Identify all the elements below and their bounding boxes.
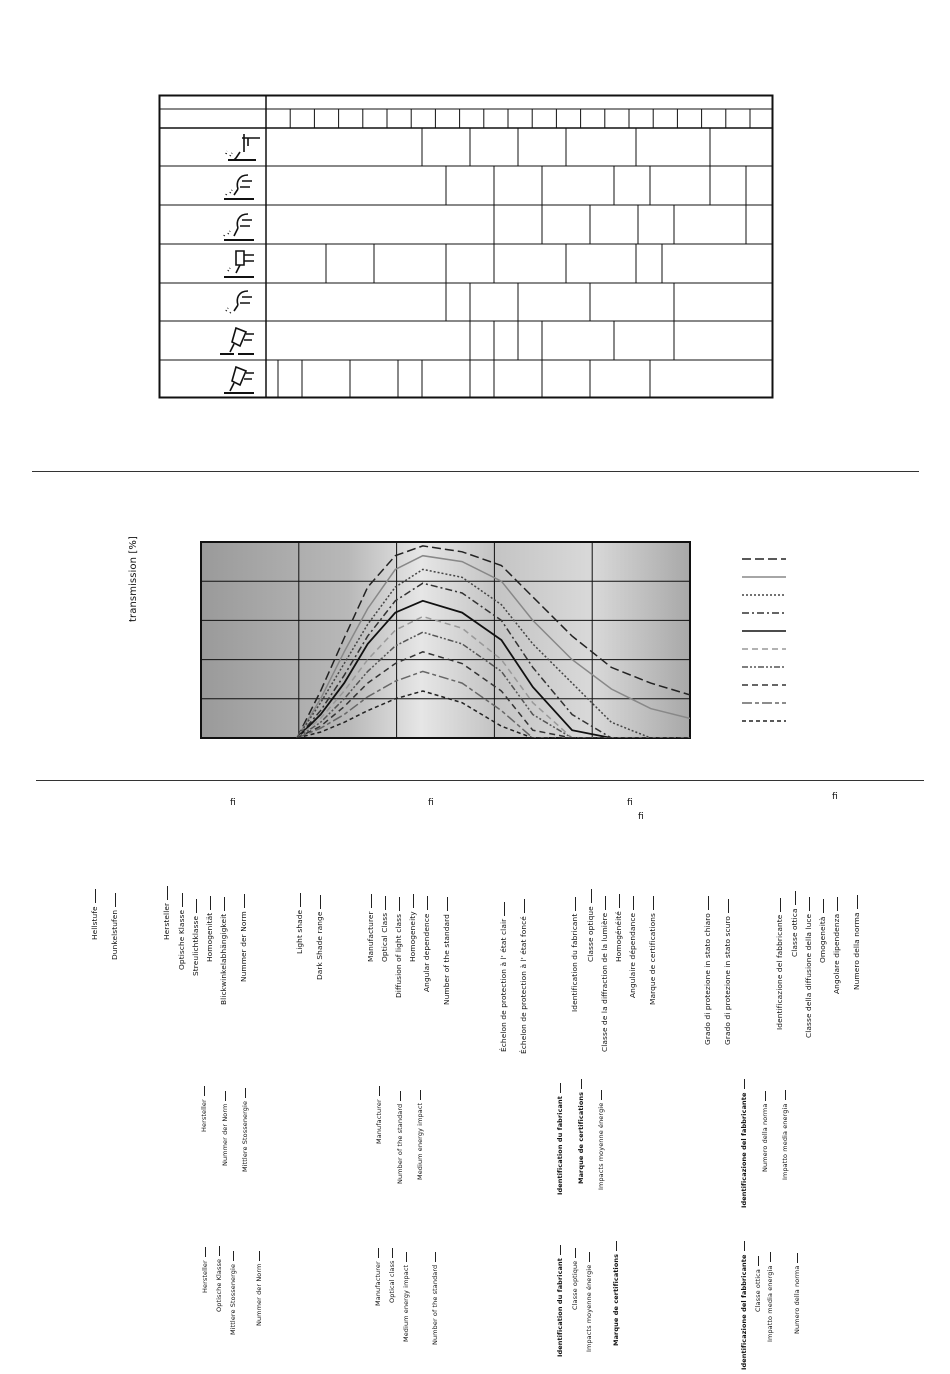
label: Identification du fabricant (556, 1083, 564, 1195)
ligature-mark: fi (638, 812, 644, 822)
label: Number of the standard (396, 1091, 404, 1184)
label: Optische Klasse (215, 1246, 223, 1312)
label: Hellstufe (90, 889, 99, 940)
label: Marque de certifications (612, 1241, 620, 1346)
section-divider-bottom (36, 780, 924, 781)
label: Optische Klasse (177, 893, 186, 970)
label: Impatto media energia (766, 1252, 774, 1342)
label: Hersteller (162, 886, 171, 940)
label: Grado di protezione in stato chiaro (703, 896, 712, 1045)
label: Marque de certifications (648, 896, 657, 1005)
label: Medium energy impact (402, 1252, 410, 1342)
welding-process-table (158, 94, 776, 400)
chart-y-axis-label: transmission [%] (128, 536, 139, 622)
label: Dunkelstufen (110, 893, 119, 960)
label: Identificazione del fabbricante (740, 1241, 748, 1370)
label: Manufacturer (366, 894, 375, 962)
label: Mittlere Stossenergie (241, 1088, 249, 1172)
label: Mittlere Stossenergie (229, 1251, 237, 1335)
label: Classe ottica (790, 891, 799, 957)
label: Grado di protezione in stato scuro (723, 899, 732, 1045)
transmission-chart (198, 539, 894, 743)
label: Homogénéité (614, 894, 623, 962)
label: Classe optique (586, 889, 595, 962)
section-divider-top (32, 471, 919, 472)
label: Nummer der Norm (221, 1091, 229, 1166)
ligature-mark: fi (230, 798, 236, 808)
label: Identification du fabricant (556, 1245, 564, 1357)
label: Hersteller (200, 1086, 208, 1132)
label: Marque de certifications (577, 1079, 585, 1184)
label: Blickwinkelabhängigkeit (219, 897, 228, 1005)
label: Classe della diffusione della luce (804, 897, 813, 1038)
label: Échelon de protection à l' état foncé (519, 899, 528, 1054)
ligature-mark: fi (627, 798, 633, 808)
label: Classe optique (571, 1248, 579, 1310)
label: Dark Shade range (315, 895, 324, 980)
label: Medium energy impact (416, 1090, 424, 1180)
label: Omogeneità (818, 900, 827, 964)
label: Impatto media energia (781, 1090, 789, 1180)
label: Identification du fabricant (570, 897, 579, 1012)
label: Numero della norma (793, 1253, 801, 1334)
label: Optical class (388, 1248, 396, 1303)
label: Angolare dipendenza (832, 897, 841, 994)
label: Numero della norma (761, 1091, 769, 1172)
label: Angular dependence (422, 896, 431, 992)
label: Nummer der Norm (239, 894, 248, 982)
label: Homogeneity (408, 894, 417, 962)
label: Streulichtklasse (191, 899, 200, 976)
label: Homogenität (205, 896, 214, 962)
label: Identificazione del fabbricante (775, 898, 784, 1030)
label: Hersteller (201, 1247, 209, 1293)
plot-area (201, 542, 690, 738)
label: Light shade (295, 893, 304, 954)
ligature-mark: fi (832, 792, 838, 802)
label: Classe de la diffraction de la lumière (600, 896, 609, 1052)
label: Impacts moyenne énergie (597, 1090, 605, 1190)
ligature-mark: fi (428, 798, 434, 808)
label: Numero della norma (852, 895, 861, 990)
label: Diffusion of light class (394, 897, 403, 998)
label: Impacts moyenne énergie (585, 1252, 593, 1352)
label: Angulaire dépendance (628, 896, 637, 998)
label: Manufacturer (374, 1248, 382, 1306)
label: Manufacturer (375, 1086, 383, 1144)
label: Nummer der Norm (255, 1251, 263, 1326)
label: Identificazione del fabbricante (740, 1079, 748, 1208)
label: Number of the standard (431, 1252, 439, 1345)
label: Optical Class (380, 896, 389, 962)
label: Classe ottica (754, 1256, 762, 1312)
label: Number of the standard (442, 897, 451, 1005)
label: Échelon de protection à l' état clair (499, 902, 508, 1052)
